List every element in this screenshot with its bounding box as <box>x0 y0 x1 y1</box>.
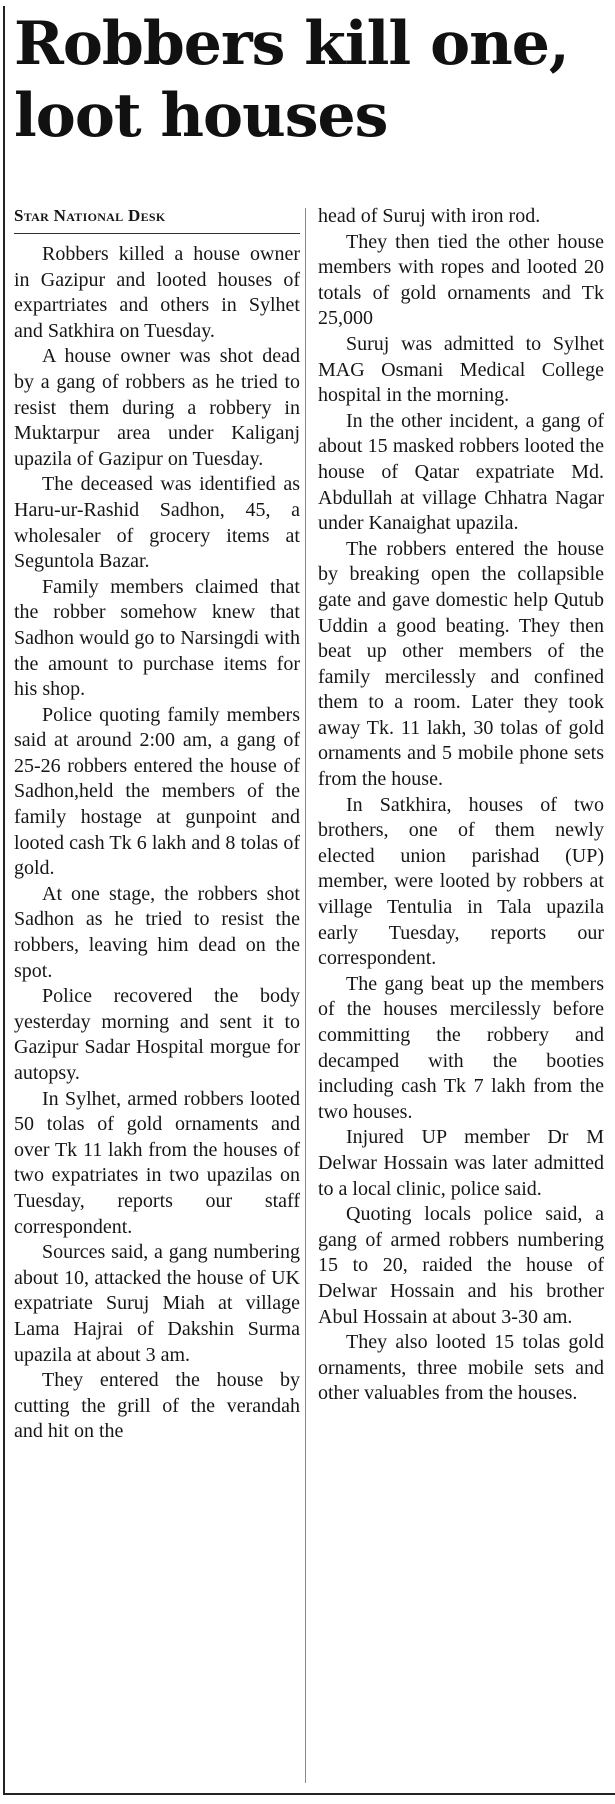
paragraph-continuation: head of Suruj with iron rod. <box>318 205 541 227</box>
paragraph: In Sylhet, armed robbers looted 50 tolas of gold ornaments and over Tk 11 lakh from the houses of two expatriates in two upazilas on Tuesday, reports our staff correspondent. <box>14 1087 300 1238</box>
byline: Star National Desk <box>14 205 300 234</box>
paragraph: The robbers entered the house by breaking open the collapsible gate and gave domestic help Qutub Uddin a good beating. They then beat up other members of the family mercilessly and confined them to a room. Later they took away Tk. 11 lakh, 30 tolas of gold ornaments and 5 mobile phone sets from the house. <box>318 537 604 791</box>
column-left <box>14 205 300 1445</box>
headline: Robbers kill one, loot houses <box>14 9 569 151</box>
paragraph: Police quoting family members said at around 2:00 am, a gang of 25-26 robbers entered the house of Sadhon,held the members of the family hostage at gunpoint and looted cash Tk 6 lakh and 8 tolas of gold. <box>14 703 300 880</box>
paragraph: Police recovered the body yesterday morning and sent it to Gazipur Sadar Hospital morgue for autopsy. <box>14 985 300 1084</box>
paragraph: Quoting locals police said, a gang of armed robbers numbering 15 to 20, raided the house of Delwar Hossain and his brother Abul Hossain at about 3-30 am. <box>318 1203 604 1328</box>
column-divider <box>305 208 306 1783</box>
paragraph: Family members claimed that the robber somehow knew that Sadhon would go to Narsingdi with the amount to purchase items for his shop. <box>14 575 300 701</box>
paragraph: They entered the house by cutting the grill of the verandah and hit on the <box>14 1369 300 1443</box>
left-border-rule <box>3 6 5 1794</box>
paragraph: Robbers killed a house owner in Gazipur and looted houses of expartriates and others in Sylhet and Satkhira on Tuesday. <box>14 243 300 342</box>
bottom-border-rule <box>3 1793 615 1795</box>
paragraph: In Satkhira, houses of two brothers, one of them newly elected union parishad (UP) member, were looted by robbers at village Tentulia in Tala upazila early Tuesday, reports our correspondent. <box>318 793 604 970</box>
paragraph: A house owner was shot dead by a gang of robbers as he tried to resist them during a robbery in Muktarpur area under Kaliganj upazila of Gazipur on Tuesday. <box>14 345 300 470</box>
paragraph: They also looted 15 tolas gold ornaments, three mobile sets and other valuables from the houses. <box>318 1331 604 1405</box>
paragraph: At one stage, the robbers shot Sadhon as he tried to resist the robbers, leaving him dead on the spot. <box>14 882 300 982</box>
paragraph: They then tied the other house members with ropes and looted 20 totals of gold ornaments and Tk 25,000 <box>318 230 604 330</box>
paragraph: The gang beat up the members of the houses mercilessly before committing the robbery and decamped with the booties including cash Tk 7 lakh from the two houses. <box>318 972 604 1123</box>
paragraph: Sources said, a gang numbering about 10, attacked the house of UK expatriate Suruj Miah at village Lama Hajrai of Dakshin Surma upazila at about 3 am. <box>14 1241 300 1366</box>
paragraph: Injured UP member Dr M Delwar Hossain was later admitted to a local clinic, police said. <box>318 1126 604 1200</box>
paragraph: In the other incident, a gang of about 15 masked robbers looted the house of Qatar expatriate Md. Abdullah at village Chhatra Nagar under Kanaighat upazila. <box>318 409 604 535</box>
column-right <box>318 204 604 1407</box>
paragraph: Suruj was admitted to Sylhet MAG Osmani Medical College hospital in the morning. <box>318 332 604 407</box>
paragraph: The deceased was identified as Haru-ur-Rashid Sadhon, 45, a wholesaler of grocery items at Seguntola Bazar. <box>14 473 300 573</box>
